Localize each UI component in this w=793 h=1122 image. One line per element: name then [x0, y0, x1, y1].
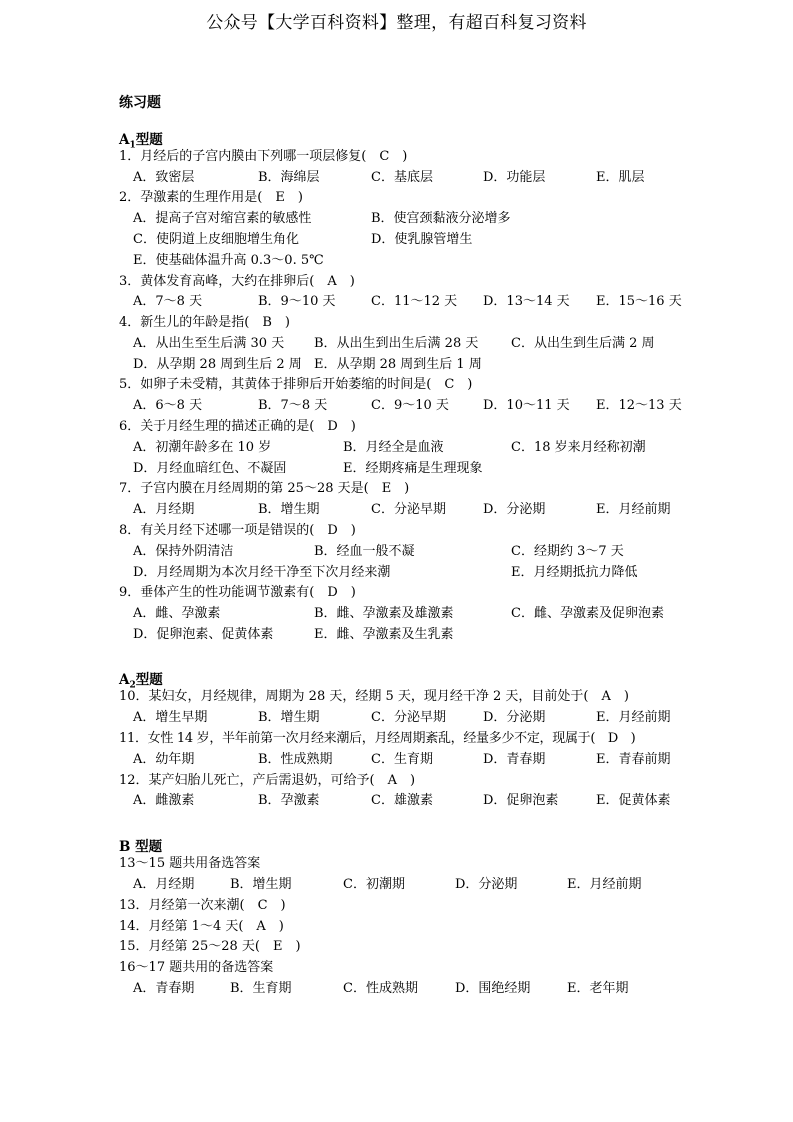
group2-option-c: C．性成熟期	[343, 981, 418, 996]
q8-option-c: C．经期约 3～7 天	[511, 544, 624, 559]
q5-option-d: D．10～11 天	[483, 398, 570, 413]
q1-option-d: D．功能层	[483, 170, 546, 185]
group1-option-c: C．初潮期	[343, 877, 405, 892]
group2-option-e: E．老年期	[567, 981, 629, 996]
q9-option-c: C．雌、孕激素及促卵泡素	[511, 606, 664, 621]
q8-option-e: E．月经期抵抗力降低	[511, 565, 638, 580]
q7-option-b: B．增生期	[258, 502, 320, 517]
q4-option-c: C．从出生到生后满 2 周	[511, 336, 655, 351]
section-b-heading: B 型题	[119, 839, 163, 855]
q10-option-e: E．月经前期	[596, 710, 671, 725]
q4-option-e: E．从孕期 28 周到生后 1 周	[314, 357, 482, 372]
q4-option-a: A．从出生至生后满 30 天	[133, 336, 285, 351]
question-4: 4．新生儿的年龄是指( B )	[119, 315, 290, 330]
question-14: 14．月经第 1～4 天( A )	[119, 919, 284, 934]
q11-option-e: E．青春前期	[596, 752, 671, 767]
question-2: 2．孕激素的生理作用是( E )	[119, 190, 303, 205]
q9-option-d: D．促卵泡素、促黄体素	[133, 627, 274, 642]
q12-option-c: C．雄激素	[371, 793, 433, 808]
q3-option-a: A．7～8 天	[133, 294, 203, 309]
q9-option-e: E．雌、孕激素及生乳素	[314, 627, 454, 642]
section-a2-heading	[119, 668, 163, 691]
q2-option-e: E．使基础体温升高 0.3～0. 5℃	[133, 253, 324, 268]
question-9: 9．垂体产生的性功能调节激素有( D )	[119, 585, 356, 600]
q11-option-d: D．青春期	[483, 752, 546, 767]
section-a2-subscript: 2	[129, 680, 136, 691]
q3-option-c: C．11～12 天	[371, 294, 458, 309]
q1-option-a: A．致密层	[133, 170, 195, 185]
group2-option-a: A．青春期	[133, 981, 195, 996]
q7-option-c: C．分泌早期	[371, 502, 446, 517]
question-12: 12．某产妇胎儿死亡，产后需退奶，可给予( A )	[119, 773, 416, 788]
q2-option-b: B．使宫颈黏液分泌增多	[371, 211, 511, 226]
q1-option-b: B．海绵层	[258, 170, 320, 185]
question-13: 13．月经第一次来潮( C )	[119, 898, 286, 913]
group2-option-b: B．生育期	[230, 981, 292, 996]
q9-option-a: A．雌、孕激素	[133, 606, 221, 621]
q6-option-d: D．月经血暗红色、不凝固	[133, 461, 287, 476]
q6-option-a: A．初潮年龄多在 10 岁	[133, 440, 272, 455]
q1-option-e: E．肌层	[596, 170, 645, 185]
q10-option-a: A．增生早期	[133, 710, 208, 725]
q2-option-d: D．使乳腺管增生	[371, 232, 473, 247]
group-2-heading: 16～17 题共用的备选答案	[119, 960, 274, 975]
section-a1-heading	[119, 128, 163, 151]
q8-option-d: D．月经周期为本次月经干净至下次月经来潮	[133, 565, 391, 580]
question-11: 11．女性 14 岁，半年前第一次月经来潮后，月经周期紊乱，经量多少不定，现属于( D )	[119, 731, 636, 746]
q10-option-d: D．分泌期	[483, 710, 546, 725]
section-a1-suffix: 型题	[135, 132, 163, 148]
q5-option-a: A．6～8 天	[133, 398, 203, 413]
q7-option-d: D．分泌期	[483, 502, 546, 517]
q8-option-b: B．经血一般不凝	[314, 544, 415, 559]
q9-option-b: B．雌、孕激素及雄激素	[314, 606, 454, 621]
group-1-heading: 13～15 题共用备选答案	[119, 856, 261, 871]
question-8: 8．有关月经下述哪一项是错误的( D )	[119, 523, 356, 538]
q3-option-d: D．13～14 天	[483, 294, 570, 309]
q7-option-e: E．月经前期	[596, 502, 671, 517]
q6-option-e: E．经期疼痛是生理现象	[343, 461, 483, 476]
q3-option-b: B．9～10 天	[258, 294, 336, 309]
page-title: 练习题	[119, 95, 161, 111]
section-a1-letter: A	[119, 132, 130, 148]
group1-option-a: A．月经期	[133, 877, 195, 892]
group1-option-d: D．分泌期	[455, 877, 518, 892]
q1-option-c: C．基底层	[371, 170, 433, 185]
question-7: 7．子宫内膜在月经周期的第 25～28 天是( E )	[119, 481, 410, 496]
q5-option-e: E．12～13 天	[596, 398, 682, 413]
q3-option-e: E．15～16 天	[596, 294, 682, 309]
group2-option-d: D．围绝经期	[455, 981, 531, 996]
page-header: 公众号【大学百科资料】整理，有超百科复习资料	[206, 13, 587, 33]
q4-option-d: D．从孕期 28 周到生后 2 周	[133, 357, 302, 372]
q6-option-c: C．18 岁来月经称初潮	[511, 440, 646, 455]
q5-option-b: B．7～8 天	[258, 398, 328, 413]
q11-option-b: B．性成熟期	[258, 752, 333, 767]
q12-option-b: B．孕激素	[258, 793, 320, 808]
group1-option-b: B．增生期	[230, 877, 292, 892]
q11-option-c: C．生育期	[371, 752, 433, 767]
section-a2-suffix: 型题	[135, 672, 163, 688]
question-3: 3．黄体发育高峰，大约在排卵后( A )	[119, 274, 355, 289]
q10-option-c: C．分泌早期	[371, 710, 446, 725]
question-6: 6．关于月经生理的描述正确的是( D )	[119, 419, 356, 434]
q6-option-b: B．月经全是血液	[343, 440, 444, 455]
q2-option-c: C．使阴道上皮细胞增生角化	[133, 232, 299, 247]
q5-option-c: C．9～10 天	[371, 398, 449, 413]
q7-option-a: A．月经期	[133, 502, 195, 517]
question-15: 15．月经第 25～28 天( E )	[119, 939, 301, 954]
question-10: 10．某妇女，月经规律，周期为 28 天，经期 5 天，现月经干净 2 天，目前处于( A )	[119, 689, 629, 704]
section-a2-letter: A	[119, 672, 130, 688]
question-5: 5．如卵子未受精，其黄体于排卵后开始萎缩的时间是( C )	[119, 377, 473, 392]
q2-option-a: A．提高子宫对缩宫素的敏感性	[133, 211, 312, 226]
q12-option-d: D．促卵泡素	[483, 793, 559, 808]
q10-option-b: B．增生期	[258, 710, 320, 725]
q12-option-e: E．促黄体素	[596, 793, 671, 808]
q8-option-a: A．保持外阴清洁	[133, 544, 234, 559]
section-a1-subscript: 1	[129, 140, 136, 151]
group1-option-e: E．月经前期	[567, 877, 642, 892]
q11-option-a: A．幼年期	[133, 752, 195, 767]
q12-option-a: A．雌激素	[133, 793, 195, 808]
question-1: 1．月经后的子宫内膜由下列哪一项层修复( C )	[119, 149, 408, 164]
q4-option-b: B．从出生到出生后满 28 天	[314, 336, 479, 351]
